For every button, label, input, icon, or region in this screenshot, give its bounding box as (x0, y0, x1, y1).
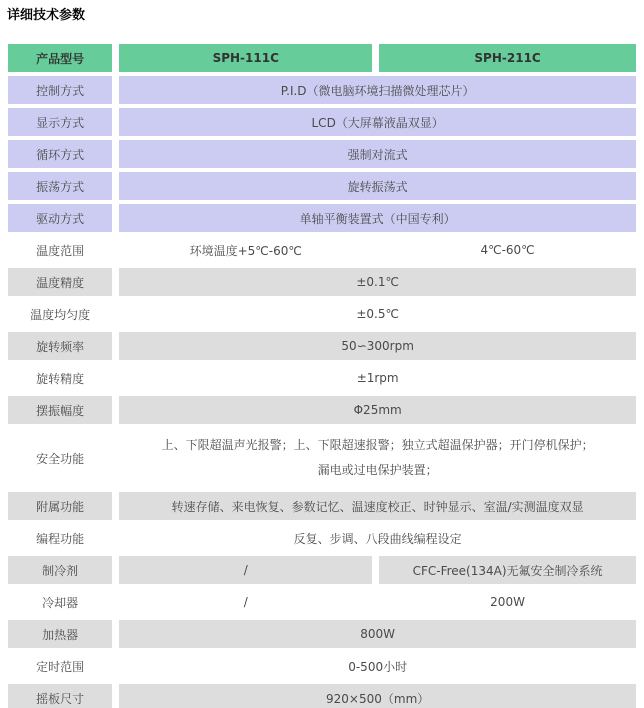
row-value-sph111c: / (243, 595, 248, 609)
row-label: 编程功能 (36, 531, 85, 546)
table-header-row (8, 44, 636, 72)
table-row-auxiliary-functions (8, 492, 636, 520)
table-row-temperature-uniformity (8, 300, 636, 328)
row-label: 控制方式 (8, 76, 112, 104)
row-value: ±0.1℃ (119, 268, 636, 296)
row-label: 温度精度 (8, 268, 112, 296)
table-row-circulation-mode (8, 140, 636, 168)
table-row-cooler (8, 588, 636, 616)
table-row-refrigerant (8, 556, 636, 584)
row-value: 920×500（mm） (119, 684, 636, 708)
row-value: 50∽300rpm (119, 332, 636, 360)
table-row-rotation-frequency (8, 332, 636, 360)
row-label: 摆振幅度 (8, 396, 112, 424)
row-label: 附属功能 (8, 492, 112, 520)
row-value-sph211c: CFC-Free(134A)无氟安全制冷系统 (379, 556, 636, 584)
row-label: 冷却器 (42, 595, 79, 610)
table-row-drive-mode (8, 204, 636, 232)
row-value: 0-500小时 (348, 659, 408, 674)
row-value (119, 428, 636, 488)
row-value-sph111c: 环境温度+5℃-60℃ (189, 243, 302, 258)
table-row-shaking-plate-size (8, 684, 636, 708)
row-value: 单轴平衡装置式（中国专利） (119, 204, 636, 232)
header-model-sph-211c: SPH-211C (379, 44, 636, 72)
row-label: 循环方式 (8, 140, 112, 168)
table-row-swing-amplitude (8, 396, 636, 424)
row-label: 温度均匀度 (30, 307, 91, 322)
table-row-heater (8, 620, 636, 648)
table-row-timing-range (8, 652, 636, 680)
table-row-oscillation-mode (8, 172, 636, 200)
row-value: 转速存储、来电恢复、参数记忆、温速度校正、时钟显示、室温/实测温度双显 (119, 492, 636, 520)
row-label: 摇板尺寸 (8, 684, 112, 708)
table-row-temperature-accuracy (8, 268, 636, 296)
safety-line-1: 上、下限超温声光报警；上、下限超速报警；独立式超温保护器；开门停机保护； (161, 438, 594, 452)
safety-line-2: 漏电或过电保护装置； (317, 463, 438, 477)
row-label: 振荡方式 (8, 172, 112, 200)
table-row-display-mode (8, 108, 636, 136)
table-row-control-mode (8, 76, 636, 104)
row-value: 800W (119, 620, 636, 648)
row-value-sph211c: 200W (490, 595, 525, 609)
row-label: 制冷剂 (8, 556, 112, 584)
row-value: 强制对流式 (119, 140, 636, 168)
table-row-programming-functions (8, 524, 636, 552)
row-label: 定时范围 (36, 659, 85, 674)
row-label: 旋转频率 (8, 332, 112, 360)
row-value-sph111c: / (119, 556, 372, 584)
header-model-sph-111c: SPH-111C (119, 44, 372, 72)
row-value: LCD（大屏幕液晶双显） (119, 108, 636, 136)
header-product-model-label: 产品型号 (8, 44, 112, 72)
row-label: 加热器 (8, 620, 112, 648)
row-value: 反复、步调、八段曲线编程设定 (293, 531, 462, 546)
row-label: 显示方式 (8, 108, 112, 136)
row-value: 旋转振荡式 (119, 172, 636, 200)
table-row-temperature-range (8, 236, 636, 264)
row-label: 安全功能 (36, 451, 85, 466)
table-row-rotation-accuracy (8, 364, 636, 392)
page-title: 详细技术参数 (7, 8, 86, 23)
spec-table (1, 40, 643, 708)
row-value: ±1rpm (356, 371, 399, 385)
row-value: P.I.D（微电脑环境扫描微处理芯片） (119, 76, 636, 104)
row-value: ±0.5℃ (356, 307, 399, 321)
row-value-sph211c: 4℃-60℃ (480, 243, 535, 257)
table-row-safety-functions (8, 428, 636, 488)
row-label: 旋转精度 (36, 371, 85, 386)
row-value: Φ25mm (119, 396, 636, 424)
row-label: 驱动方式 (8, 204, 112, 232)
row-label: 温度范围 (36, 243, 85, 258)
